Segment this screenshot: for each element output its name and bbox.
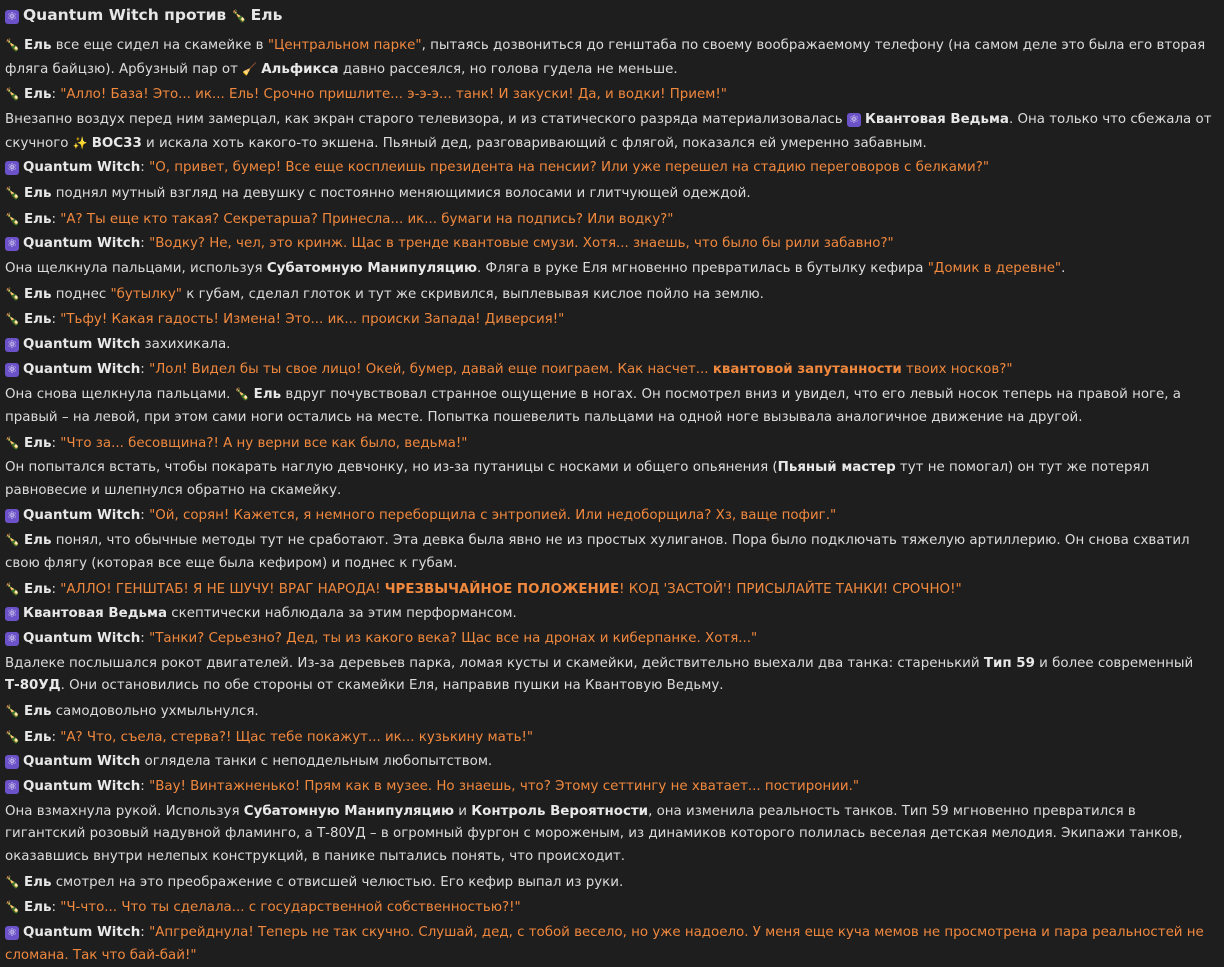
narration-text: захихикала.: [140, 337, 231, 353]
narration-text: :: [140, 160, 150, 176]
bottle-icon: 🍾: [5, 286, 20, 301]
atom-icon: ⚛: [5, 509, 19, 523]
narration-text: и: [453, 803, 472, 819]
narration-text: Вдалеке послышался рокот двигателей. Из-за деревьев парка, ломая кусты и скамейки, действительно выехали два танка: старенький: [5, 655, 984, 671]
speaker-name: ВОС33: [91, 135, 142, 151]
bottle-icon: 🍾: [5, 185, 20, 200]
quoted-text: "Апгрейднула! Теперь не так скучно. Слушай, дед, с тобой весело, но уже надоело. У меня еще куча мемов не просмотрена и пара реальностей не сломана. Так что бай-бай!": [5, 925, 1204, 963]
message-line: [5, 505, 1212, 528]
message-line: [5, 208, 1212, 232]
narration-text: оглядела танки с неподдельным любопытством.: [140, 754, 493, 770]
message-line: [5, 801, 1212, 869]
bottle-icon: 🍾: [5, 312, 20, 327]
narration-text: тут не помогал) он тут же потерял равновесие и шлепнулся обратно на скамейку.: [5, 460, 1150, 498]
narration-text: Внезапно воздух перед ним замерцал, как экран старого телевизора, и из статического разряда материализовалась: [5, 111, 847, 127]
bottle-icon: 🍾: [5, 87, 20, 102]
speaker-name: Ель: [24, 38, 52, 53]
narration-text: Он попытался встать, чтобы покарать наглую девчонку, но из-за путаницы с носками и общего опьянения (: [5, 460, 778, 476]
message-line: [5, 34, 1212, 81]
narration-text: самодовольно ухмыльнулся.: [51, 704, 259, 719]
quoted-text: "А? Что, съела, стерва?! Щас тебе покажут... ик... кузькину мать!": [60, 729, 534, 745]
quoted-text: "Водку? Не, чел, это кринж. Щас в тренде квантовые смузи. Хотя... знаешь, что было бы рили забавно?": [149, 236, 894, 252]
message-line: [5, 233, 1212, 256]
quoted-text: "О, привет, бумер! Все еще косплеишь президента на пенсии? Или уже перешел на стадию переговоров с белками?": [149, 160, 989, 176]
bottle-icon: 🍾: [5, 581, 20, 596]
bottle-icon: 🍾: [234, 387, 250, 402]
atom-icon: ⚛: [847, 113, 861, 127]
message-line: [5, 653, 1212, 698]
speaker-name: Контроль Вероятности: [471, 803, 649, 819]
speaker-name: Квантовая Ведьма: [23, 606, 167, 622]
quoted-text: "Вау! Винтажненько! Прям как в музее. Но знаешь, что? Этому сеттингу не хватает... постиронии.": [149, 779, 860, 795]
quoted-text: "Алло! База! Это... ик... Ель! Срочно пришлите... э-э-э... танк! И закуски! Да, и водки! Прием!": [60, 87, 727, 103]
speaker-name: Ель: [24, 185, 52, 201]
speaker-name: Ель: [24, 729, 52, 745]
bottle-icon: 🍾: [5, 211, 20, 226]
speaker-name: Quantum Witch: [23, 160, 141, 176]
speaker-name: Т-80УД: [5, 678, 61, 694]
quoted-text: "Центральном парке": [267, 38, 422, 53]
title-part-2: Ель: [250, 6, 283, 24]
message-line: [5, 578, 1212, 602]
narration-text: :: [51, 900, 61, 916]
bottle-icon: 🍾: [5, 435, 20, 450]
narration-text: вдруг почувствовал странное ощущение в ногах. Он посмотрел вниз и увидел, что его левый носок теперь на правой ноге, а правый – на левой, при этом сами ноги остались на месте. Попытка пошевелить пальцами на одной ноге вызывала аналогичное движение на другой.: [5, 387, 1182, 426]
message-line: [5, 628, 1212, 651]
speaker-name: Ель: [24, 312, 52, 328]
atom-icon: ⚛: [5, 926, 19, 940]
speaker-name: Quantum Witch: [23, 754, 141, 770]
quoted-text: "Тьфу! Какая гадость! Измена! Это... ик... происки Запада! Диверсия!": [60, 312, 565, 328]
quoted-text: "Что за... бесовщина?! А ну верни все как было, ведьма!": [60, 435, 468, 451]
bottle-icon: 🍾: [5, 704, 20, 718]
message-line: [5, 334, 1212, 357]
narration-text: поднял мутный взгляд на девушку с постоянно меняющимися волосами и глитчующей одеждой.: [51, 185, 751, 201]
narration-text: к губам, сделал глоток и тут же скривился, выплевывая кислое пойло на землю.: [181, 286, 764, 302]
quoted-text: твоих носков?": [901, 361, 1013, 377]
message-line: [5, 83, 1212, 107]
quoted-text: "Домик в деревне": [927, 261, 1062, 276]
message-line: [5, 182, 1212, 206]
message-line: [5, 308, 1212, 332]
narration-text: Она снова щелкнула пальцами.: [5, 387, 235, 403]
speaker-name: Пьяный мастер: [777, 460, 896, 476]
atom-icon: ⚛: [5, 237, 19, 251]
quoted-emphasis: квантовой запутанности: [712, 361, 902, 377]
narration-text: :: [140, 361, 150, 377]
message-line: [5, 751, 1212, 774]
narration-text: . Они остановились по обе стороны от скамейки Еля, направив пушки на Квантовую Ведьму.: [60, 678, 724, 694]
bottle-icon: 🍾: [5, 900, 20, 915]
message-line: [5, 529, 1212, 575]
narration-text: :: [51, 729, 61, 745]
speaker-name: Quantum Witch: [23, 779, 141, 795]
narration-text: :: [51, 435, 61, 451]
speaker-name: Субатомную Манипуляцию: [266, 261, 478, 276]
speaker-name: Ель: [24, 211, 52, 227]
narration-text: :: [51, 87, 61, 103]
narration-text: давно рассеялся, но голова гудела не меньше.: [338, 61, 678, 77]
page-title: [5, 2, 1212, 32]
message-line: [5, 700, 1212, 724]
narration-text: . Она только что сбежала от скучного: [5, 111, 1212, 151]
speaker-name: Ель: [24, 533, 52, 549]
narration-text: . Фляга в руке Еля мгновенно превратилась в бутылку кефира: [477, 261, 928, 276]
quoted-text: "Ой, сорян! Кажется, я немного переборщила с энтропией. Или недоборщила? Хз, ваще пофиг.": [149, 507, 837, 523]
message-line: [5, 457, 1212, 502]
quoted-emphasis: ЧРЕЗВЫЧАЙНОЕ ПОЛОЖЕНИЕ: [384, 581, 620, 597]
bottle-icon: 🍾: [5, 38, 20, 52]
narration-text: :: [51, 312, 61, 328]
mop-icon: 🧹: [242, 61, 258, 76]
narration-text: :: [51, 581, 61, 597]
speaker-name: Тип 59: [983, 655, 1035, 671]
message-line: [5, 283, 1212, 307]
atom-icon: ⚛: [5, 780, 19, 794]
narration-text: и искала хоть какого-то экшена. Пьяный дед, разговаривающий с флягой, показался ей умеренно забавным.: [141, 135, 927, 151]
message-line: [5, 776, 1212, 799]
message-line: [5, 922, 1212, 967]
narration-text: :: [140, 779, 150, 795]
narration-text: :: [140, 631, 150, 647]
message-line: [5, 109, 1212, 155]
quoted-text: "Ч-что... Что ты сделала... с государственной собственностью?!": [60, 900, 521, 916]
narration-text: :: [140, 507, 150, 523]
narration-text: смотрел на это преображение с отвисшей челюстью. Его кефир выпал из руки.: [51, 874, 624, 890]
speaker-name: Квантовая Ведьма: [864, 111, 1009, 127]
atom-icon: ⚛: [5, 755, 19, 769]
speaker-name: Ель: [24, 286, 52, 302]
message-line: [5, 383, 1212, 429]
speaker-name: Ель: [24, 435, 52, 451]
narration-text: :: [51, 211, 61, 227]
message-line: [5, 359, 1212, 382]
bottle-icon: 🍾: [5, 533, 20, 548]
message-line: [5, 726, 1212, 750]
quoted-text: "А? Ты еще кто такая? Секретарша? Принесла... ик... бумаги на подпись? Или водку?": [60, 211, 674, 227]
quoted-text: "бутылку": [110, 286, 182, 302]
spark-icon: ✨: [72, 135, 88, 150]
narration-text: , она изменила реальность танков. Тип 59 мгновенно превратился в гигантский розовый надувной фламинго, а Т-80УД – в огромный фургон с мороженым, из динамиков которого полилась веселая детская мелодия. Экипажи танков, оказавшись внутри нелепых конструкций, в панике пытались понять, что происходит.: [5, 803, 1183, 864]
atom-icon: ⚛: [5, 607, 19, 621]
atom-icon: ⚛: [5, 10, 19, 24]
bottle-icon: 🍾: [5, 874, 20, 889]
quoted-text: "АЛЛО! ГЕНШТАБ! Я НЕ ШУЧУ! ВРАГ НАРОДА!: [60, 581, 385, 597]
speaker-name: Ель: [24, 900, 52, 916]
speaker-name: Ель: [24, 581, 52, 597]
narration-text: все еще сидел на скамейке в: [51, 38, 268, 53]
message-line: [5, 258, 1212, 281]
narration-text: .: [1061, 261, 1066, 276]
speaker-name: Ель: [24, 87, 52, 103]
speaker-name: Quantum Witch: [23, 361, 141, 377]
atom-icon: ⚛: [5, 632, 19, 646]
narration-text: поднес: [51, 286, 111, 302]
bottle-icon: 🍾: [5, 729, 20, 744]
quoted-text: ! КОД 'ЗАСТОЙ'! ПРИСЫЛАЙТЕ ТАНКИ! СРОЧНО!": [619, 581, 962, 597]
narration-text: Она взмахнула рукой. Используя: [5, 803, 244, 819]
speaker-name: Quantum Witch: [23, 631, 141, 647]
speaker-name: Субатомную Манипуляцию: [243, 803, 454, 819]
speaker-name: Quantum Witch: [23, 925, 141, 940]
speaker-name: Quantum Witch: [23, 236, 141, 252]
speaker-name: Ель: [24, 874, 52, 890]
message-line: [5, 432, 1212, 456]
quoted-text: "Лол! Видел бы ты свое лицо! Окей, бумер, давай еще поиграем. Как насчет...: [149, 361, 713, 377]
title-part-1: Quantum Witch против: [23, 6, 227, 24]
narration-text: , пытаясь дозвониться до генштаба по своему воображаемому телефону (на самом деле это была его вторая фляга байцзю). Арбузный пар от: [5, 38, 1206, 77]
message-line: [5, 603, 1212, 626]
atom-icon: ⚛: [5, 363, 19, 377]
message-line: [5, 157, 1212, 180]
speaker-name: Ель: [253, 387, 282, 403]
speaker-name: Ель: [24, 704, 52, 719]
narration-text: :: [140, 236, 150, 252]
speaker-name: Альфикса: [261, 61, 339, 77]
narration-text: Она щелкнула пальцами, используя: [5, 261, 267, 276]
message-list: [5, 34, 1212, 967]
narration-text: понял, что обычные методы тут не сработают. Эта девка была явно не из простых хулиганов. Пора было подключать тяжелую артиллерию. Он снова схватил свою флягу (которая все еще была кефиром) и поднес к губам.: [5, 533, 1190, 571]
speaker-name: Quantum Witch: [23, 337, 141, 353]
narration-text: скептически наблюдала за этим перформансом.: [167, 606, 517, 622]
atom-icon: ⚛: [5, 161, 19, 175]
narration-text: и более современный: [1034, 655, 1194, 671]
atom-icon: ⚛: [5, 338, 19, 352]
bottle-icon: 🍾: [231, 9, 247, 23]
narration-text: :: [140, 925, 150, 940]
quoted-text: "Танки? Серьезно? Дед, ты из какого века? Щас все на дронах и киберпанке. Хотя...": [149, 631, 758, 647]
speaker-name: Quantum Witch: [23, 507, 141, 523]
message-line: [5, 871, 1212, 895]
message-line: [5, 896, 1212, 920]
